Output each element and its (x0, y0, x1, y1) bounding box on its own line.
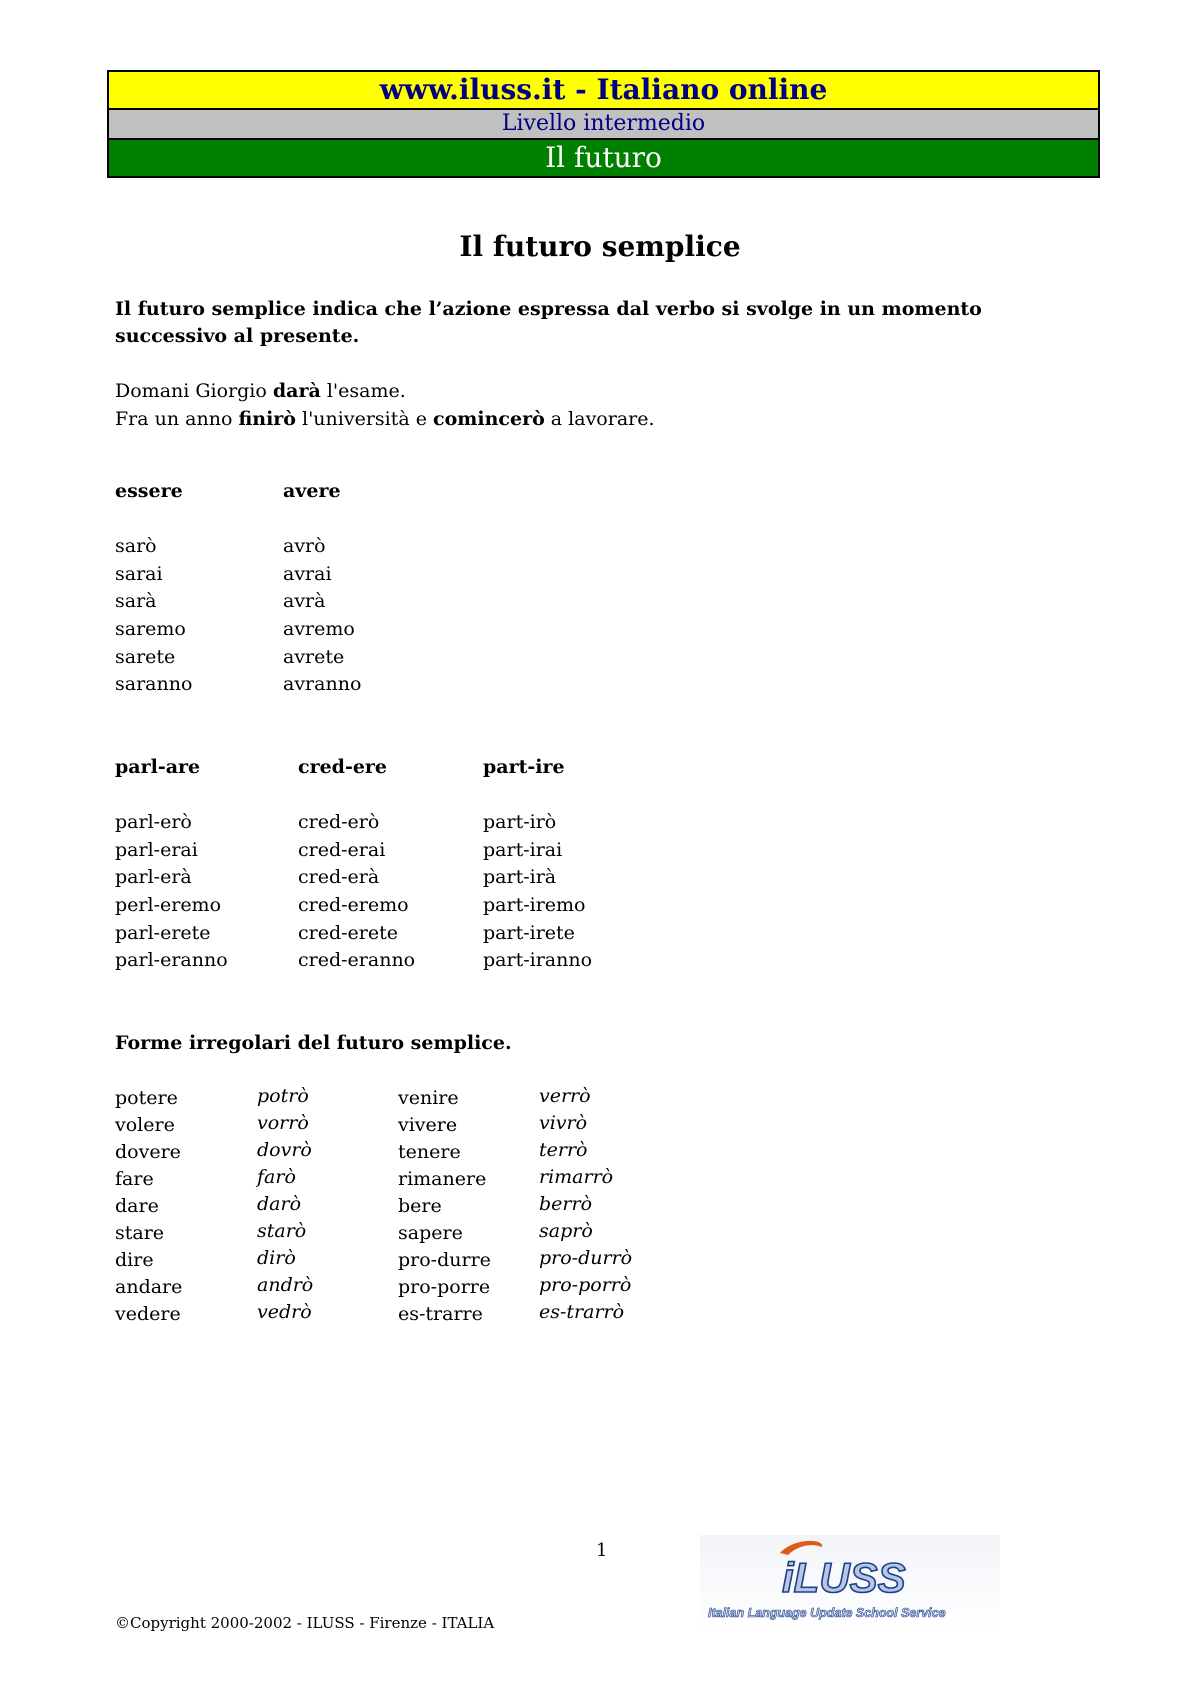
conj-form: cred-erete (298, 921, 399, 944)
ire-column (483, 754, 592, 975)
conj-form: saremo (115, 617, 186, 640)
future-form: dovrò (257, 1139, 312, 1161)
irregular-futures-2 (539, 1083, 632, 1326)
example-2-mid: l'università e (295, 408, 434, 430)
example-2-post: a lavorare. (544, 408, 655, 430)
infinitive: vivere (398, 1114, 458, 1136)
conj-form: sarà (115, 590, 157, 613)
avere-heading: avere (283, 480, 341, 502)
conj-form: part-irete (483, 921, 575, 944)
conj-form: cred-erò (298, 811, 380, 834)
infinitive: vedere (115, 1303, 181, 1325)
infinitive: venire (398, 1087, 459, 1109)
conj-form: part-irà (483, 866, 557, 889)
examples (115, 377, 655, 433)
conj-form: parl-erà (115, 866, 192, 889)
example-1-pre: Domani Giorgio (115, 380, 273, 402)
conj-form: parl-erete (115, 921, 211, 944)
conj-form: cred-eranno (298, 949, 416, 972)
conj-form: part-iremo (483, 893, 586, 916)
future-form: vivrò (539, 1112, 588, 1134)
future-form: dirò (257, 1247, 296, 1269)
future-form: es-trarrò (539, 1301, 625, 1323)
site-title (109, 72, 1098, 110)
are-column (115, 754, 228, 975)
conj-form: perl-eremo (115, 893, 222, 916)
conj-form: sarete (115, 645, 176, 668)
future-form: pro-porrò (539, 1274, 632, 1296)
conj-form: avrò (283, 535, 326, 558)
conj-form: part-irai (483, 838, 563, 861)
infinitive: fare (115, 1168, 154, 1190)
conj-form: avrà (283, 590, 326, 613)
future-form: starò (257, 1220, 307, 1242)
future-form: potrò (257, 1085, 309, 1107)
level-bar (109, 110, 1098, 140)
iluss-logo (700, 1535, 1000, 1630)
ire-heading: part-ire (483, 756, 565, 778)
conj-form: cred-eremo (298, 893, 409, 916)
conj-form: avremo (283, 617, 355, 640)
future-form: terrò (539, 1139, 588, 1161)
logo-tagline: Italian Language Update School Service (708, 1606, 946, 1620)
header-banner (107, 70, 1100, 178)
infinitive: es-trarre (398, 1303, 483, 1325)
infinitive: rimanere (398, 1168, 487, 1190)
infinitive: sapere (398, 1222, 463, 1244)
are-heading: parl-are (115, 756, 201, 778)
site-title-text: www.iluss.it - Italiano online (379, 73, 828, 106)
logo-wordmark: iLUSS (782, 1554, 906, 1601)
future-form: andrò (257, 1274, 314, 1296)
infinitive: pro-durre (398, 1249, 491, 1271)
conj-form: part-irò (483, 811, 557, 834)
conj-form: parl-erai (115, 838, 198, 861)
example-1-post: l'esame. (320, 380, 406, 402)
conj-form: saranno (115, 673, 193, 696)
infinitive: pro-porre (398, 1276, 491, 1298)
infinitive: dare (115, 1195, 159, 1217)
future-form: berrò (539, 1193, 593, 1215)
future-form: pro-durrò (539, 1247, 633, 1269)
essere-heading: essere (115, 480, 183, 502)
infinitive: stare (115, 1222, 165, 1244)
future-form: vedrò (257, 1301, 312, 1323)
example-2-pre: Fra un anno (115, 408, 239, 430)
future-form: rimarrò (539, 1166, 614, 1188)
intro-paragraph: Il futuro semplice indica che l’azione espressa dal verbo si svolge in un momento successivo al presente. (115, 298, 982, 347)
conj-form: avrete (283, 645, 345, 668)
conj-form: parl-eranno (115, 949, 228, 972)
infinitive: dire (115, 1249, 154, 1271)
irregular-futures-1 (257, 1083, 313, 1326)
infinitive: tenere (398, 1141, 461, 1163)
future-form: verrò (539, 1085, 591, 1107)
level-text: Livello intermedio (501, 111, 706, 136)
page-title: Il futuro semplice (459, 230, 741, 263)
example-2-verb-1: finirò (238, 408, 296, 430)
example-line-1 (115, 377, 655, 405)
conj-form: cred-erai (298, 838, 386, 861)
example-line-2 (115, 405, 655, 433)
essere-column (115, 478, 192, 699)
irregular-title: Forme irregolari del futuro semplice. (115, 1032, 512, 1054)
infinitive: bere (398, 1195, 442, 1217)
ere-column (298, 754, 415, 975)
infinitive: dovere (115, 1141, 181, 1163)
avere-column (283, 478, 361, 699)
conj-form: part-iranno (483, 949, 593, 972)
future-form: farò (257, 1166, 296, 1188)
future-form: darò (257, 1193, 302, 1215)
ere-heading: cred-ere (298, 756, 388, 778)
topic-bar (109, 140, 1098, 176)
topic-text: Il futuro (545, 141, 662, 174)
future-form: saprò (539, 1220, 593, 1242)
conj-form: sarò (115, 535, 157, 558)
irregular-infinitives-1 (115, 1085, 182, 1328)
page-number: 1 (596, 1540, 608, 1561)
conj-form: avrai (283, 562, 332, 585)
copyright: ©Copyright 2000-2002 - ILUSS - Firenze - ITALIA (115, 1614, 495, 1632)
irregular-infinitives-2 (398, 1085, 491, 1328)
infinitive: andare (115, 1276, 183, 1298)
conj-form: parl-erò (115, 811, 192, 834)
future-form: vorrò (257, 1112, 309, 1134)
infinitive: potere (115, 1087, 178, 1109)
conj-form: sarai (115, 562, 163, 585)
example-1-verb: darà (272, 380, 321, 402)
conj-form: avranno (283, 673, 362, 696)
conj-form: cred-erà (298, 866, 380, 889)
infinitive: volere (115, 1114, 175, 1136)
example-2-verb-2: comincerò (433, 408, 545, 430)
